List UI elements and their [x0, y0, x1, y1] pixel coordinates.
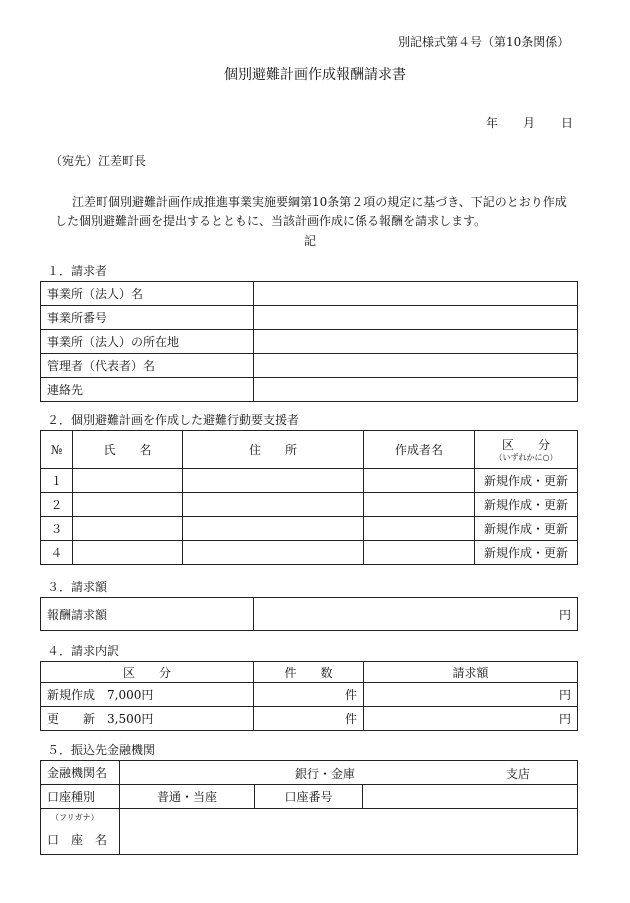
- page-title: 個別避難計画作成報酬請求書: [224, 67, 406, 83]
- address-cell[interactable]: [183, 493, 364, 517]
- breakdown-header-count: 件 数: [254, 662, 364, 683]
- address-cell[interactable]: [183, 517, 364, 541]
- claim-amount-label: 報酬請求額: [41, 598, 254, 631]
- author-cell[interactable]: [364, 541, 475, 565]
- name-cell[interactable]: [73, 517, 183, 541]
- breakdown-amount-input[interactable]: 円: [364, 707, 578, 731]
- breakdown-header-category: 区 分: [41, 662, 254, 683]
- branch-text: 支店: [506, 767, 531, 781]
- date-day: 日: [561, 116, 574, 130]
- category-cell[interactable]: 新規作成・更新: [475, 541, 578, 565]
- claimant-label: 事業所（法人）の所在地: [41, 330, 254, 354]
- row-no: ４: [41, 541, 73, 565]
- claimant-label: 事業所（法人）名: [41, 282, 254, 306]
- date-year: 年: [486, 116, 499, 130]
- section5-heading: ５．振込先金融機関: [47, 743, 156, 757]
- name-cell[interactable]: [73, 541, 183, 565]
- row-no: ２: [41, 493, 73, 517]
- form-number: 別記様式第４号（第10条関係）: [398, 35, 570, 49]
- account-name-label: 口 座 名: [47, 833, 108, 847]
- section2-heading: ２．個別避難計画を作成した避難行動要支援者: [47, 413, 300, 427]
- section4-heading: ４．請求内訳: [47, 644, 120, 658]
- bank-name-label: 金融機関名: [41, 761, 120, 785]
- body-text-line1: 江差町個別避難計画作成推進事業実施要綱第10条第２項の規定に基づき、下記のとおり作成: [72, 195, 567, 209]
- breakdown-category: 新規作成 7,000円: [41, 683, 254, 707]
- account-type-options[interactable]: 普通・当座: [120, 785, 255, 809]
- header-category-label: 区 分: [501, 438, 550, 452]
- account-name-label-cell: [41, 809, 120, 855]
- breakdown-category: 更 新 3,500円: [41, 707, 254, 731]
- name-cell[interactable]: [73, 469, 183, 493]
- claimant-label: 連絡先: [41, 378, 254, 402]
- breakdown-header-amount: 請求額: [364, 662, 578, 683]
- ki-label: 記: [304, 234, 317, 248]
- author-cell[interactable]: [364, 493, 475, 517]
- supported-persons-table: [40, 430, 578, 565]
- claimant-label: 事業所番号: [41, 306, 254, 330]
- account-name-input[interactable]: [120, 809, 578, 855]
- claim-amount-input[interactable]: 円: [254, 598, 578, 631]
- body-text-line2: した個別避難計画を提出するとともに、当該計画作成に係る報酬を請求します。: [55, 214, 487, 228]
- header-address: 住 所: [183, 431, 364, 469]
- row-no: ３: [41, 517, 73, 541]
- breakdown-count-input[interactable]: 件: [254, 707, 364, 731]
- author-cell[interactable]: [364, 517, 475, 541]
- breakdown-count-input[interactable]: 件: [254, 683, 364, 707]
- claimant-input[interactable]: [254, 306, 578, 330]
- address-cell[interactable]: [183, 469, 364, 493]
- claimant-input[interactable]: [254, 330, 578, 354]
- claimant-input[interactable]: [254, 282, 578, 306]
- claimant-table: [40, 281, 578, 402]
- claimant-input[interactable]: [254, 378, 578, 402]
- header-category-note: （いずれかに○）: [494, 453, 558, 462]
- claim-breakdown-table: [40, 661, 578, 731]
- header-author: 作成者名: [364, 431, 475, 469]
- claim-amount-table: [40, 597, 578, 631]
- bank-name-input[interactable]: [120, 761, 578, 785]
- furigana-label: （フリガナ）: [51, 813, 99, 822]
- address-cell[interactable]: [183, 541, 364, 565]
- section1-heading: １．請求者: [47, 264, 108, 278]
- category-cell[interactable]: 新規作成・更新: [475, 469, 578, 493]
- addressee: （宛先）江差町長: [50, 154, 147, 168]
- header-category: [475, 431, 578, 469]
- date-month: 月: [523, 116, 536, 130]
- breakdown-amount-input[interactable]: 円: [364, 683, 578, 707]
- account-type-label: 口座種別: [41, 785, 120, 809]
- author-cell[interactable]: [364, 469, 475, 493]
- category-cell[interactable]: 新規作成・更新: [475, 517, 578, 541]
- bank-type-text: 銀行・金庫: [295, 767, 356, 781]
- row-no: １: [41, 469, 73, 493]
- category-cell[interactable]: 新規作成・更新: [475, 493, 578, 517]
- name-cell[interactable]: [73, 493, 183, 517]
- claimant-label: 管理者（代表者）名: [41, 354, 254, 378]
- bank-table: [40, 760, 578, 855]
- section3-heading: ３．請求額: [47, 580, 108, 594]
- claimant-input[interactable]: [254, 354, 578, 378]
- account-number-input[interactable]: [363, 785, 578, 809]
- header-name: 氏 名: [73, 431, 183, 469]
- account-number-label: 口座番号: [255, 785, 363, 809]
- header-no: №: [41, 431, 73, 469]
